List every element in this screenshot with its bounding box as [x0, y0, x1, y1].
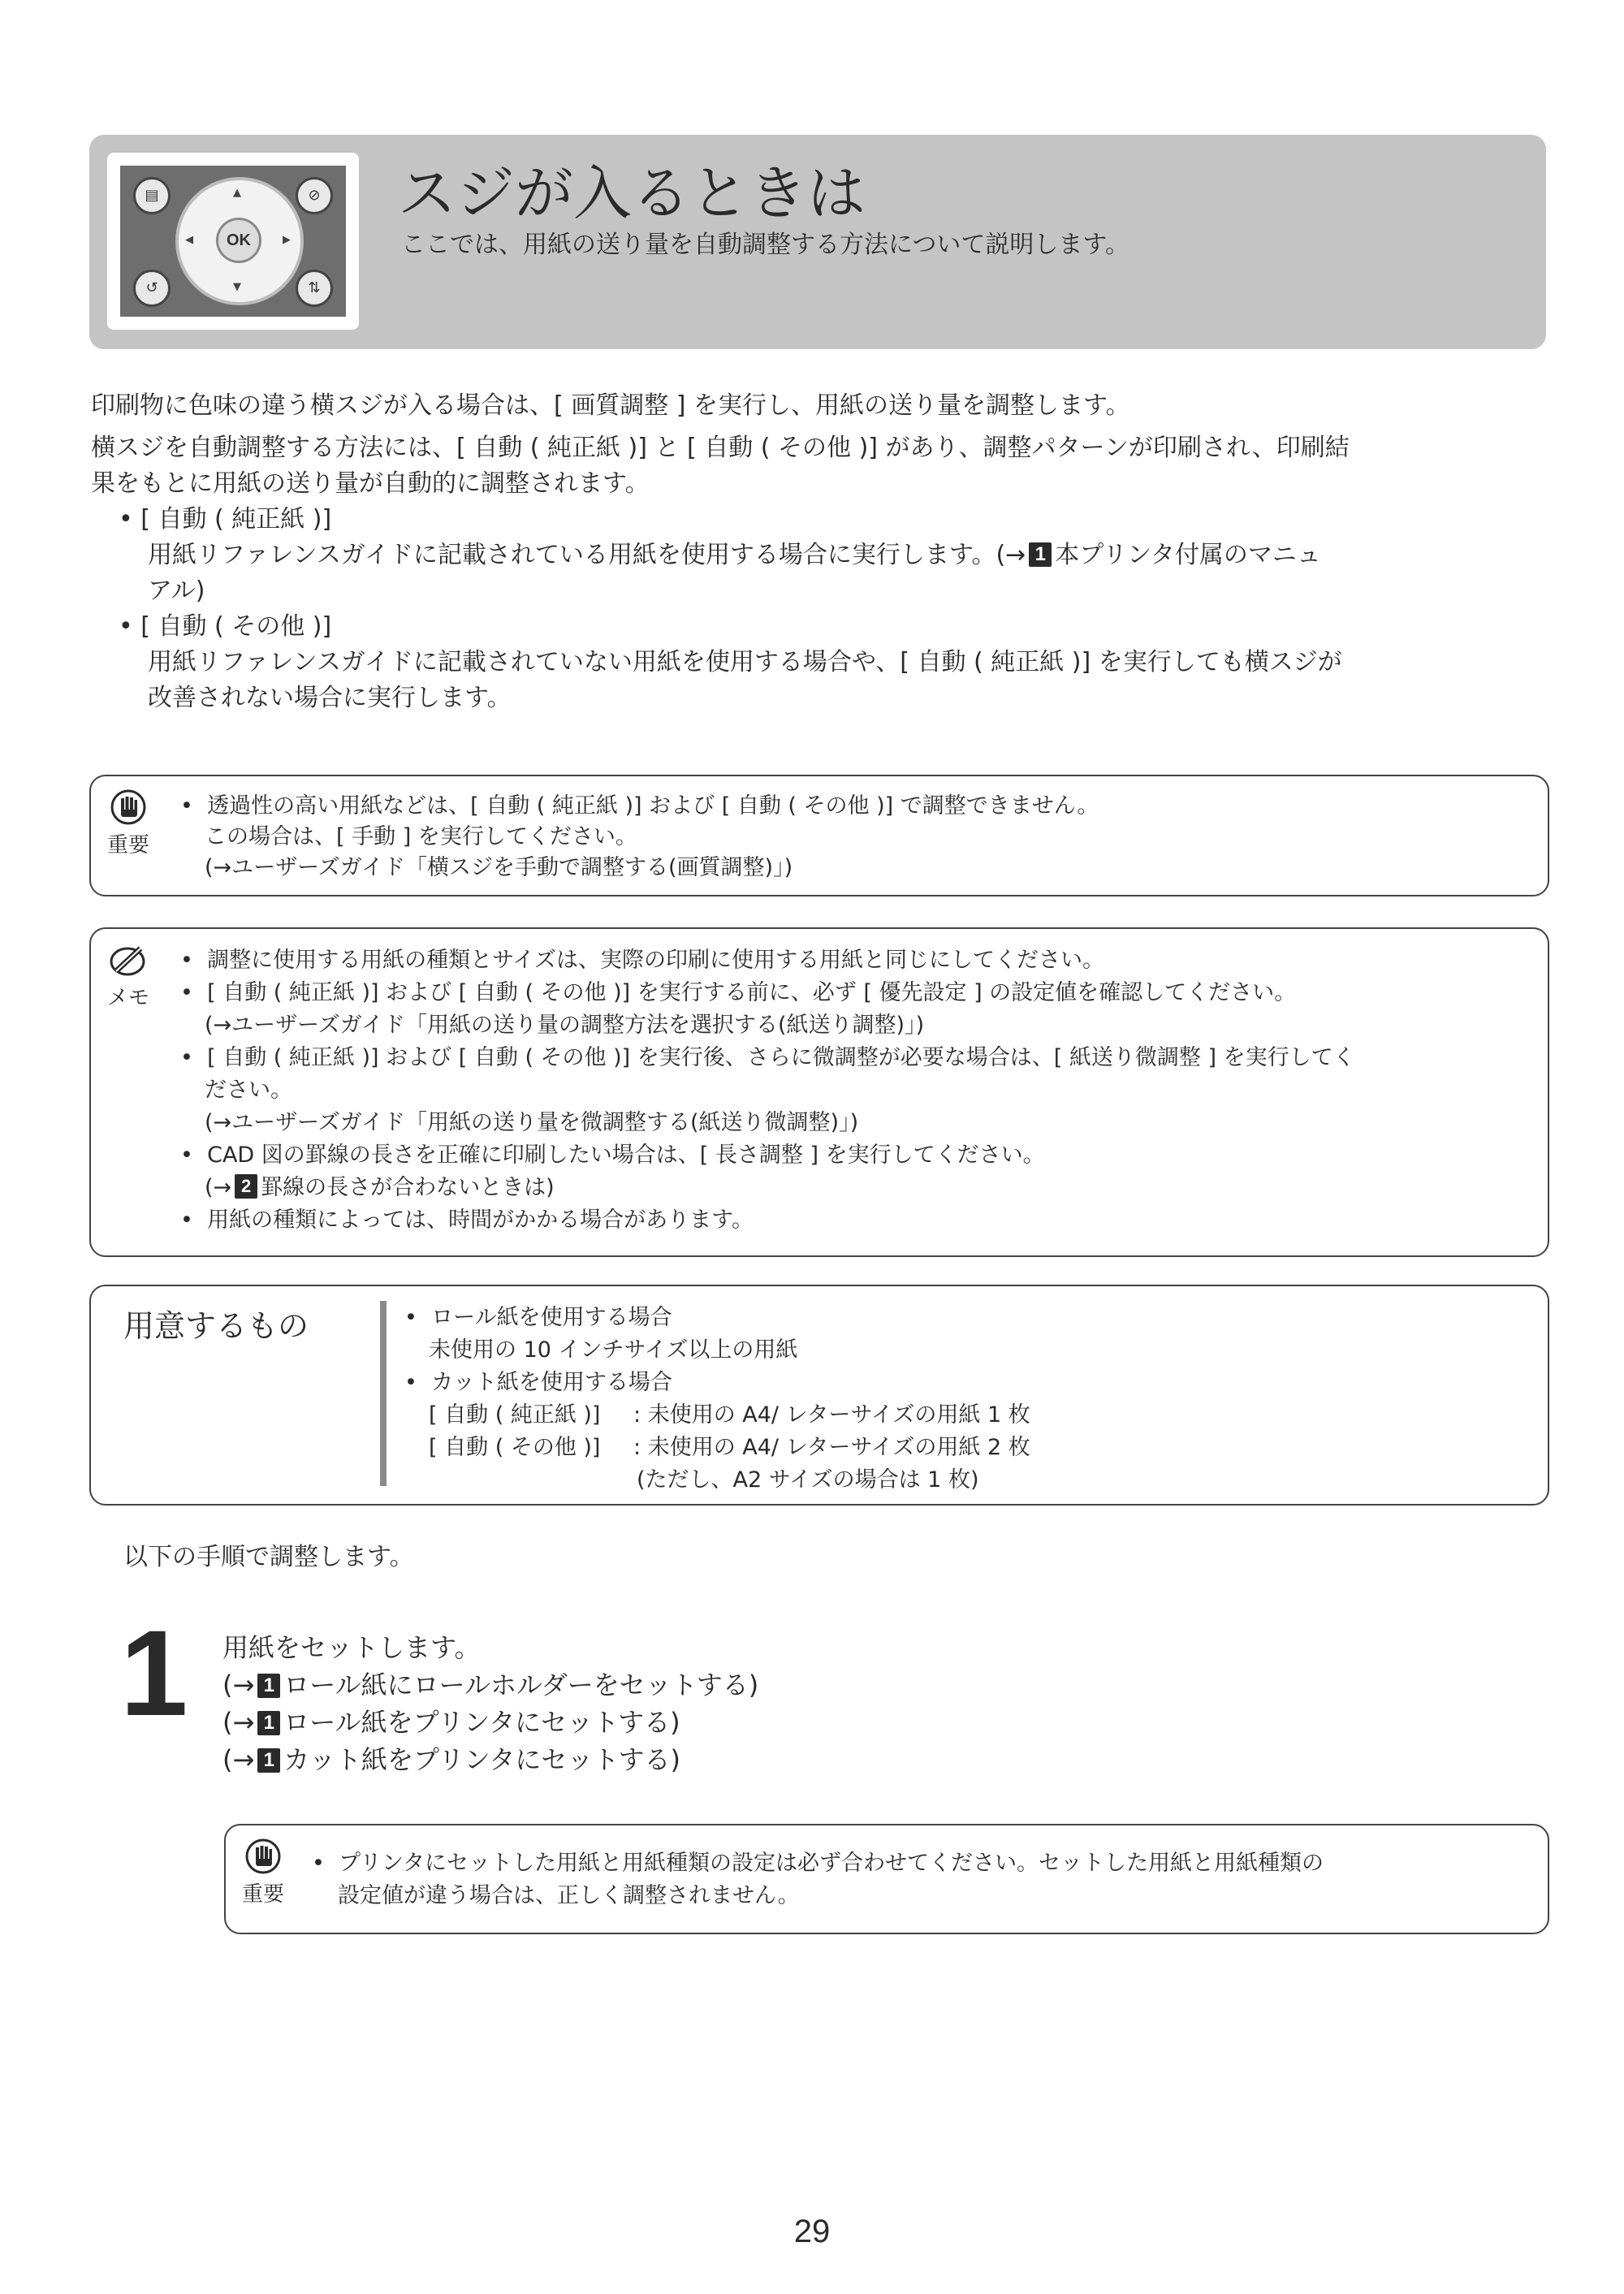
important-line-2: この場合は、[ 手動 ] を実行してください。	[205, 824, 637, 849]
important2-line-2: 設定値が違う場合は、正しく調整されません。	[338, 1883, 800, 1908]
required-items-title: 用意するもの	[123, 1308, 309, 1344]
back-icon: ↺	[133, 270, 171, 307]
manual-1-badge: 1	[1029, 542, 1052, 567]
manual-2-badge: 2	[235, 1174, 257, 1199]
arrow-down-icon: ▼	[233, 281, 241, 293]
step-1-ref-1: (→ 1 ロール紙にロールホルダーをセットする)	[222, 1670, 759, 1700]
bullet: •	[180, 980, 193, 1005]
bullet: •	[119, 612, 133, 641]
important-note-box	[89, 775, 1549, 896]
bullet: •	[180, 948, 193, 973]
memo-pencil-icon	[108, 942, 149, 978]
memo-label: メモ	[106, 986, 149, 1010]
bullet: •	[119, 505, 133, 534]
memo-line-1: • 調整に使用する用紙の種類とサイズは、実際の印刷に使用する用紙と同じにしてください。	[180, 948, 1104, 973]
important-hand-icon	[245, 1838, 281, 1874]
manual-1-badge: 1	[257, 1711, 280, 1735]
intro-item-1-line-2: アル)	[148, 577, 205, 605]
important-line-1: • 透過性の高い用紙などは、[ 自動 ( 純正紙 )] および [ 自動 ( その他 )] で調整できません。	[180, 793, 1099, 819]
memo-line-3: (→ユーザーズガイド「用紙の送り量の調整方法を選択する(紙送り調整)」)	[205, 1013, 925, 1038]
arrow-right-icon: ▶	[283, 234, 291, 246]
menu-icon: ▤	[133, 177, 171, 214]
step-1-text: 用紙をセットします。	[222, 1632, 481, 1663]
stop-icon: ⊘	[296, 177, 333, 214]
bullet: •	[404, 1305, 417, 1330]
memo-line-4: • [ 自動 ( 純正紙 )] および [ 自動 ( その他 )] を実行後、さらに微調整が必要な場合は、[ 紙送り微調整 ] を実行してく	[180, 1045, 1355, 1070]
cut-sheet-note: (ただし、A2 サイズの場合は 1 枚)	[637, 1467, 979, 1493]
important-hand-icon	[110, 789, 146, 825]
bullet: •	[180, 1143, 193, 1168]
arrow-up-icon: ▲	[233, 187, 241, 199]
feed-icon: ⇅	[296, 270, 333, 307]
bullet: •	[404, 1370, 417, 1395]
bullet: •	[180, 1207, 193, 1233]
important-label: 重要	[241, 1882, 284, 1907]
step-1-ref-2: (→ 1 ロール紙をプリンタにセットする)	[222, 1707, 680, 1738]
bullet: •	[312, 1851, 325, 1876]
intro-item-2-heading: • [ 自動 ( その他 )]	[119, 612, 332, 641]
cut-sheet-heading: • カット紙を使用する場合	[404, 1370, 672, 1395]
important-label: 重要	[106, 833, 149, 858]
memo-line-8: (→ 2 罫線の長さが合わないときは)	[205, 1175, 555, 1200]
bullet: •	[180, 1045, 193, 1070]
important2-line-1: • プリンタにセットした用紙と用紙種類の設定は必ず合わせてください。セットした用紙と用紙種類の	[312, 1851, 1324, 1876]
cut-sheet-row-2: [ 自動 ( その他 )] : 未使用の A4/ レターサイズの用紙 2 枚	[429, 1435, 1030, 1460]
memo-line-9: • 用紙の種類によっては、時間がかかる場合があります。	[180, 1207, 754, 1233]
control-panel-illustration	[107, 153, 359, 330]
intro-item-1-line-1: 用紙リファレンスガイドに記載されている用紙を使用する場合に実行します。(→ 1 本プリンタ付属のマニュ	[148, 541, 1321, 569]
intro-paragraph-1: 印刷物に色味の違う横スジが入る場合は、[ 画質調整 ] を実行し、用紙の送り量を調整します。	[91, 391, 1130, 420]
memo-line-2: • [ 自動 ( 純正紙 )] および [ 自動 ( その他 )] を実行する前に、必ず [ 優先設定 ] の設定値を確認してください。	[180, 980, 1297, 1005]
dpad-illustration	[175, 177, 304, 305]
procedure-lead: 以下の手順で調整します。	[123, 1543, 414, 1571]
page-subtitle: ここでは、用紙の送り量を自動調整する方法について説明します。	[401, 231, 1129, 259]
important-note-box-step	[224, 1824, 1549, 1934]
arrow-left-icon: ◀	[185, 234, 193, 246]
manual-1-badge: 1	[257, 1674, 280, 1698]
memo-note-box	[89, 927, 1549, 1257]
section-header	[89, 135, 1546, 349]
ok-button-illustration: OK	[216, 218, 261, 263]
bullet: •	[180, 793, 193, 819]
step-1-ref-3: (→ 1 カット紙をプリンタにセットする)	[222, 1744, 680, 1775]
memo-line-5: ださい。	[205, 1078, 292, 1103]
page-title: スジが入るときは	[398, 159, 866, 227]
intro-section	[91, 388, 1553, 716]
cut-sheet-row-1: [ 自動 ( 純正紙 )] : 未使用の A4/ レターサイズの用紙 1 枚	[429, 1402, 1030, 1428]
intro-item-2-line-1: 用紙リファレンスガイドに記載されていない用紙を使用する場合や、[ 自動 ( 純正紙 )] を実行しても横スジが	[148, 648, 1342, 676]
intro-paragraph-2-line-2: 果をもとに用紙の送り量が自動的に調整されます。	[91, 469, 650, 498]
divider-bar	[380, 1301, 387, 1486]
roll-paper-heading: • ロール紙を使用する場合	[404, 1305, 672, 1330]
step-number: 1	[120, 1605, 188, 1741]
intro-paragraph-2-line-1: 横スジを自動調整する方法には、[ 自動 ( 純正紙 )] と [ 自動 ( その他 )] があり、調整パターンが印刷され、印刷結	[91, 434, 1350, 462]
important-line-3: (→ユーザーズガイド「横スジを手動で調整する(画質調整)」)	[205, 855, 793, 880]
roll-paper-detail: 未使用の 10 インチサイズ以上の用紙	[429, 1337, 798, 1363]
manual-1-badge: 1	[257, 1748, 280, 1773]
page-number: 29	[793, 2214, 831, 2249]
memo-line-6: (→ユーザーズガイド「用紙の送り量を微調整する(紙送り微調整)」)	[205, 1110, 859, 1135]
required-items-box	[89, 1285, 1549, 1506]
memo-line-7: • CAD 図の罫線の長さを正確に印刷したい場合は、[ 長さ調整 ] を実行してください。	[180, 1143, 1045, 1168]
intro-item-2-line-2: 改善されない場合に実行します。	[148, 684, 512, 712]
intro-item-1-heading: • [ 自動 ( 純正紙 )]	[119, 505, 332, 534]
